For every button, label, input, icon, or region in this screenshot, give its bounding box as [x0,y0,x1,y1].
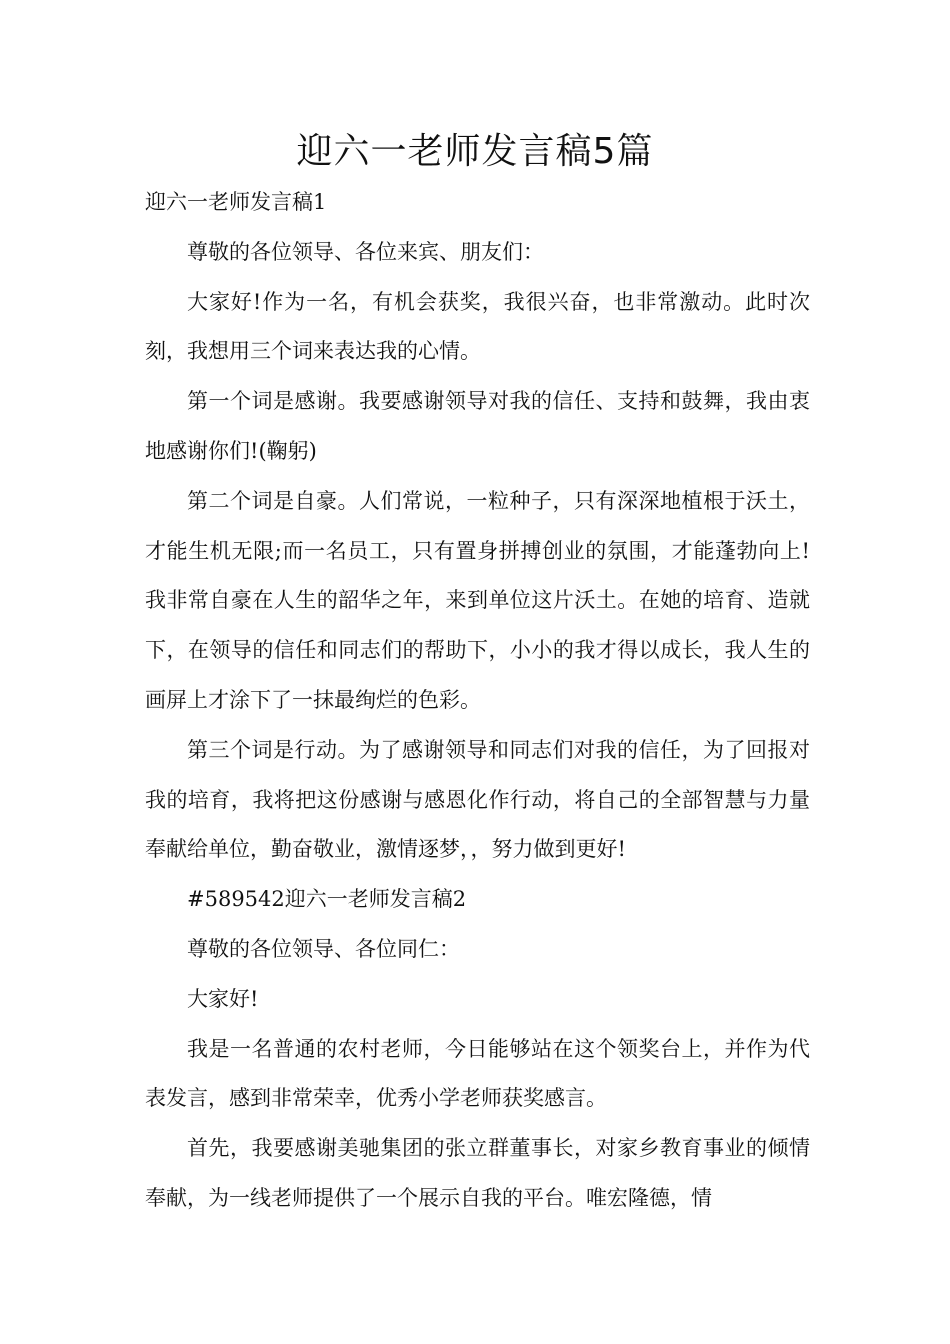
document-body [145,178,810,1224]
document-title: 迎六一老师发言稿5篇 [296,131,654,172]
paragraph-greeting: 大家好! [187,986,259,1011]
paragraph: 我是一名普通的农村老师，今日能够站在这个领奖台上，并作为代表发言，感到非常荣幸，优秀小学老师获奖感言。 [145,1036,810,1111]
paragraph: 第二个词是自豪。人们常说，一粒种子，只有深深地植根于沃土，才能生机无限;而一名员工，只有置身拼搏创业的氛围，才能蓬勃向上!我非常自豪在人生的韶华之年，来到单位这片沃土。在她的培育、造就下，在领导的信任和同志们的帮助下，小小的我才得以成长，我人生的画屏上才涂下了一抹最绚烂的色彩。 [145,488,810,712]
paragraph: 首先，我要感谢美驰集团的张立群董事长，对家乡教育事业的倾情奉献，为一线老师提供了一个展示自我的平台。唯宏隆德，情 [145,1136,810,1210]
paragraph: 第三个词是行动。为了感谢领导和同志们对我的信任，为了回报对我的培育，我将把这份感谢与感恩化作行动，将自己的全部智慧与力量奉献给单位，勤奋敬业，激情逐梦，，努力做到更好! [145,737,810,862]
paragraph: 第一个词是感谢。我要感谢领导对我的信任、支持和鼓舞，我由衷地感谢你们!(鞠躬) [145,389,810,463]
section-heading-1: 迎六一老师发言稿1 [145,190,327,214]
section-heading-2: #589542迎六一老师发言稿2 [187,887,467,912]
paragraph: 大家好!作为一名，有机会获奖，我很兴奋，也非常激动。此时次刻，我想用三个词来表达我的心情。 [145,289,810,364]
paragraph-salutation-1: 尊敬的各位领导、各位来宾、朋友们： [187,239,544,264]
paragraph-salutation-2: 尊敬的各位领导、各位同仁： [187,936,460,961]
